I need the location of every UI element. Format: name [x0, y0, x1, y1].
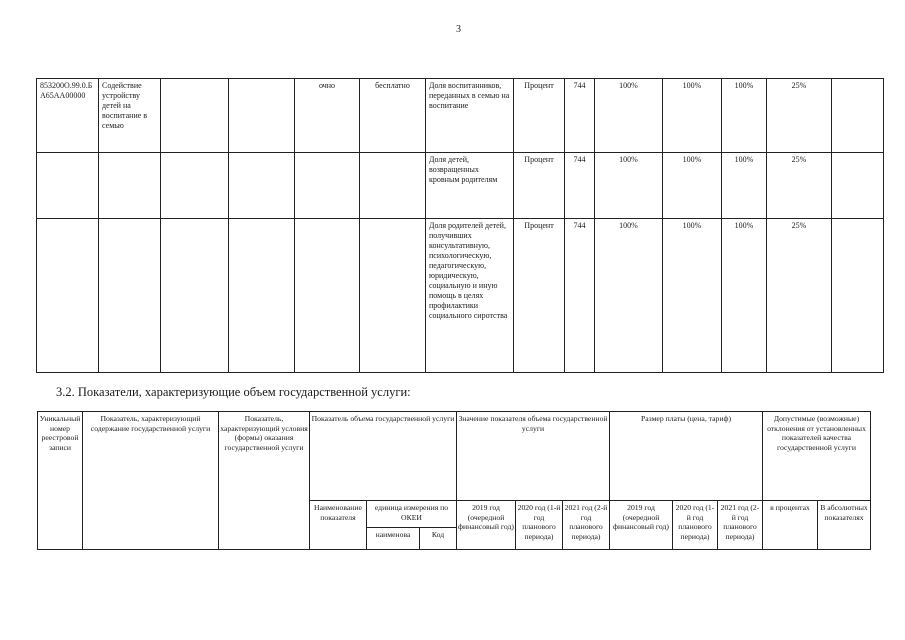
unit-name: Процент [514, 153, 565, 219]
indicator-name: Доля воспитанников, переданных в семью на воспитание [426, 79, 514, 153]
value-2019: 100% [595, 79, 663, 153]
value-2019: 100% [595, 219, 663, 373]
header-content-indicator: Показатель, характеризующий содержание государственной услуги [83, 412, 219, 550]
payment-value: бесплатно [360, 79, 426, 153]
header-volume-indicator: Показатель объема государственной услуги [310, 412, 457, 501]
header-deviation-percent: в процентах [763, 501, 818, 550]
header-unit-name: наименова [367, 528, 420, 550]
unit-name: Процент [514, 219, 565, 373]
header-unique-number: Уникальный номер реестровой записи [38, 412, 83, 550]
quality-indicators-table [36, 78, 884, 373]
header-deviation-absolute: В абсолютных показателях [818, 501, 871, 550]
value-2021: 100% [722, 153, 767, 219]
table-row [37, 153, 884, 219]
page-number: 3 [456, 24, 461, 35]
value-2019: 100% [595, 153, 663, 219]
service-content: Содействие устройству детей на воспитание в семью [99, 79, 161, 153]
volume-indicators-table [37, 411, 871, 550]
registry-code: 853200О.99.0.БА65АА00000 [37, 79, 99, 153]
value-2021: 100% [722, 219, 767, 373]
section-heading: 3.2. Показатели, характеризующие объем государственной услуги: [56, 385, 411, 399]
header-deviation: Допустимые (возможные) отклонения от установленных показателей качества государственной услуги [763, 412, 871, 501]
value-2020: 100% [663, 219, 722, 373]
form-value: очно [295, 79, 360, 153]
table-row [37, 79, 884, 153]
deviation-value: 25% [767, 153, 832, 219]
table-row [37, 219, 884, 373]
header-indicator-name: Наименование показателя [310, 501, 367, 550]
header-unit-code: Код [420, 528, 457, 550]
value-2020: 100% [663, 153, 722, 219]
deviation-value: 25% [767, 79, 832, 153]
unit-name: Процент [514, 79, 565, 153]
okei-code: 744 [565, 79, 595, 153]
header-fee-2021: 2021 год (2-й год планового периода) [718, 501, 763, 550]
okei-code: 744 [565, 153, 595, 219]
header-value-2019: 2019 год (очередной финансовый год) [457, 501, 516, 550]
header-fee-2019: 2019 год (очередной финансовый год) [610, 501, 673, 550]
value-2020: 100% [663, 79, 722, 153]
header-fee: Размер платы (цена, тариф) [610, 412, 763, 501]
header-unit: единица измерения по ОКЕИ [367, 501, 457, 528]
deviation-value: 25% [767, 219, 832, 373]
table-row [38, 412, 871, 501]
okei-code: 744 [565, 219, 595, 373]
indicator-name: Доля родителей детей, получивших консультативную, психологическую, педагогическую, юридическую, социальную и иную помощь в целях профилактики социального сиротства [426, 219, 514, 373]
header-fee-2020: 2020 год (1-й год планового периода) [673, 501, 718, 550]
header-value-2021: 2021 год (2-й год планового периода) [563, 501, 610, 550]
header-conditions-indicator: Показатель, характеризующий условия (формы) оказания государственной услуги [219, 412, 310, 550]
value-2021: 100% [722, 79, 767, 153]
header-volume-value: Значение показателя объема государственной услуги [457, 412, 610, 501]
header-value-2020: 2020 год (1-й год планового периода) [516, 501, 563, 550]
indicator-name: Доля детей, возвращенных кровным родителям [426, 153, 514, 219]
